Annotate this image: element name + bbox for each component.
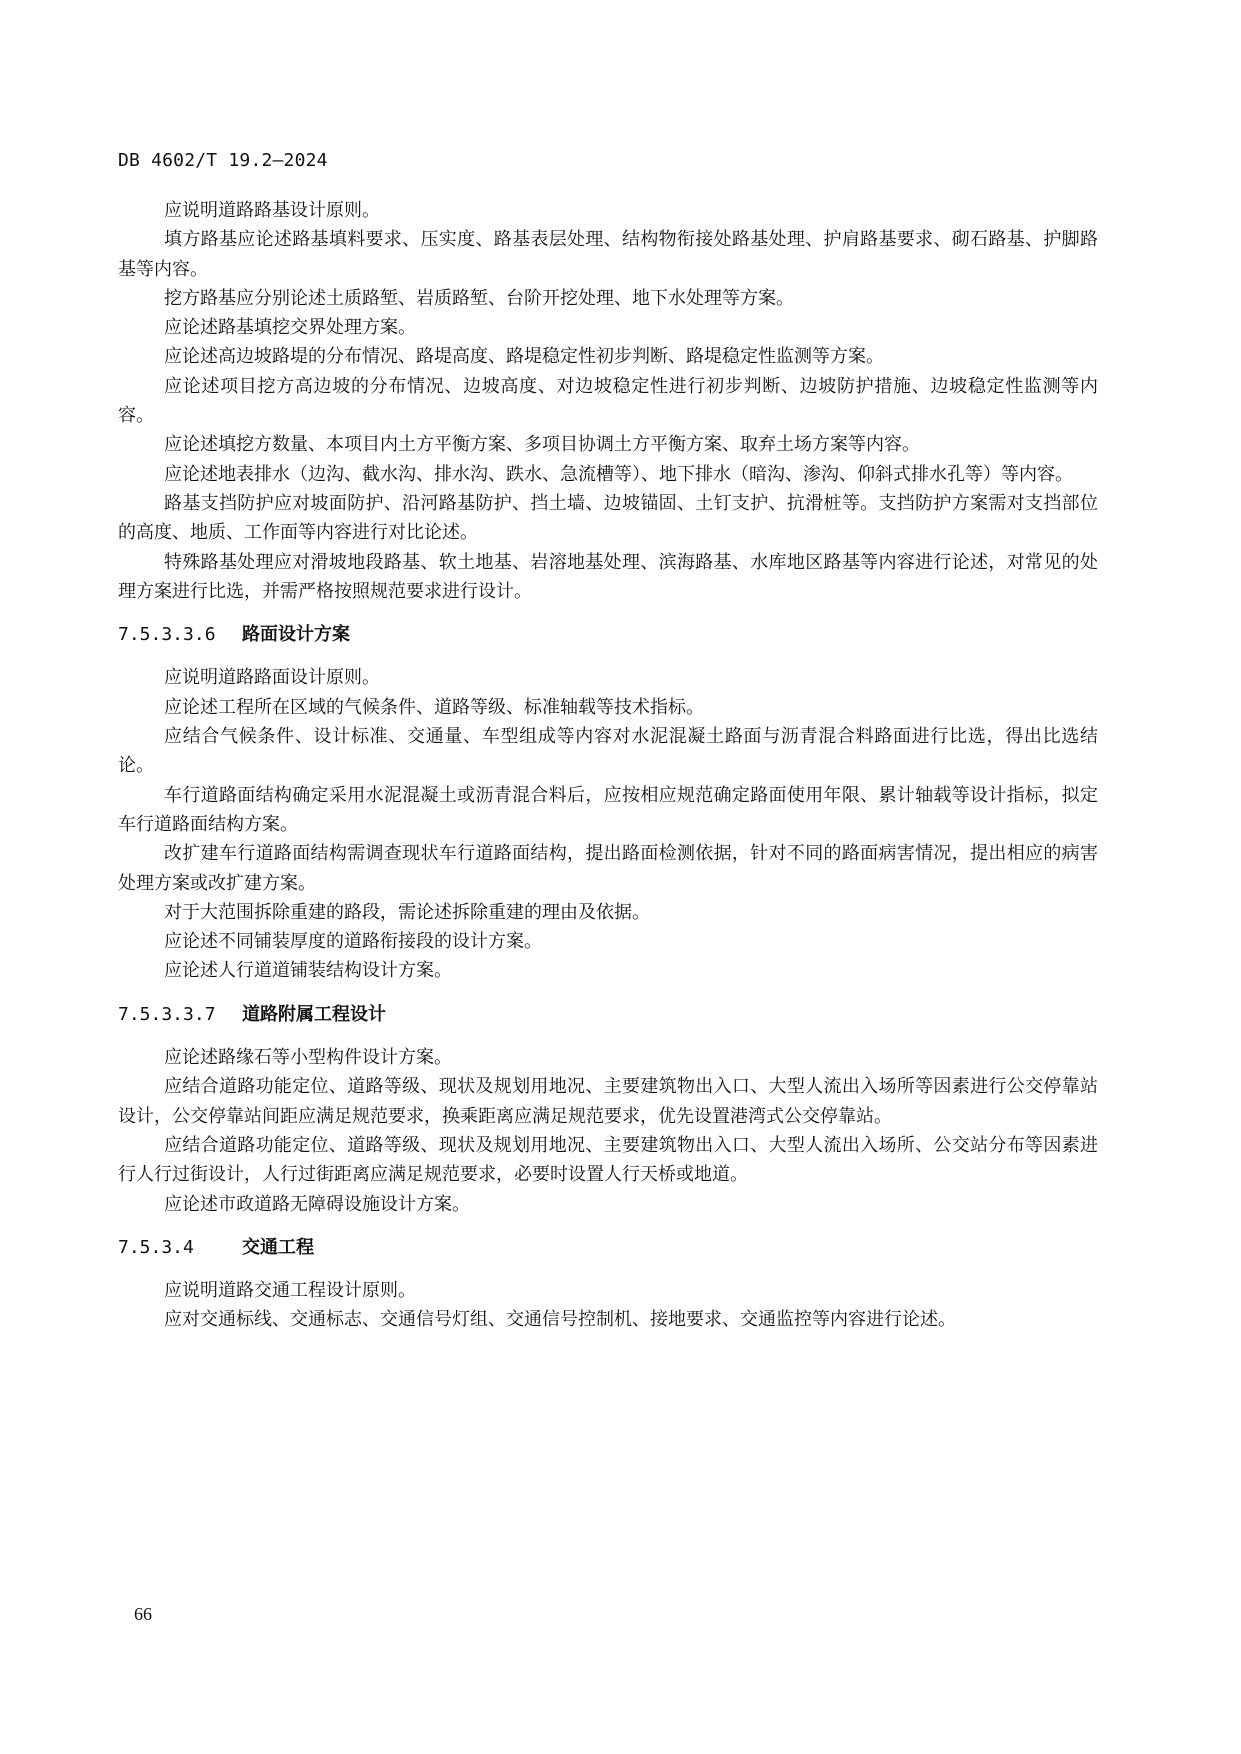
traffic-engineering-block [118, 1276, 1098, 1335]
paragraph: 应论述不同铺装厚度的道路衔接段的设计方案。 [164, 931, 542, 953]
paragraph: 挖方路基应分别论述土质路堑、岩质路堑、台阶开挖处理、地下水处理等方案。 [164, 287, 794, 309]
paragraph: 应论述项目挖方高边坡的分布情况、边坡高度、对边坡稳定性进行初步判断、边坡防护措施、边坡稳定性监测等内容。 [118, 375, 1098, 427]
ancillary-works-block [118, 1043, 1098, 1219]
paragraph: 应论述路缘石等小型构件设计方案。 [164, 1047, 452, 1069]
paragraph: 填方路基应论述路基填料要求、压实度、路基表层处理、结构物衔接处路基处理、护肩路基要求、砌石路基、护脚路基等内容。 [118, 229, 1098, 280]
paragraph: 应论述地表排水（边沟、截水沟、排水沟、跌水、急流槽等）、地下排水（暗沟、渗沟、仰斜式排水孔等）等内容。 [164, 463, 1073, 485]
paragraph: 应论述市政道路无障碍设施设计方案。 [164, 1193, 470, 1215]
paragraph: 应论述填挖方数量、本项目内土方平衡方案、多项目协调土方平衡方案、取弃土场方案等内容。 [164, 434, 920, 456]
paragraph: 对于大范围拆除重建的路段，需论述拆除重建的理由及依据。 [164, 901, 650, 923]
section-heading-7534 [118, 1233, 1098, 1262]
section-title: 道路附属工程设计 [242, 1003, 386, 1025]
section-number: 7.5.3.4 [118, 1236, 194, 1258]
paragraph: 改扩建车行道路面结构需调查现状车行道路面结构，提出路面检测依据，针对不同的路面病害情况，提出相应的病害处理方案或改扩建方案。 [118, 843, 1098, 894]
section-title: 交通工程 [242, 1236, 314, 1258]
document-body [118, 196, 1098, 1335]
paragraph: 特殊路基处理应对滑坡地段路基、软土地基、岩溶地基处理、滨海路基、水库地区路基等内容进行论述，对常见的处理方案进行比选，并需严格按照规范要求进行设计。 [118, 551, 1098, 602]
subgrade-design-block [118, 196, 1098, 606]
section-heading-7537 [118, 1000, 1098, 1029]
paragraph: 应说明道路交通工程设计原则。 [164, 1280, 416, 1302]
paragraph: 应结合道路功能定位、道路等级、现状及规划用地况、主要建筑物出入口、大型人流出入场所、公交站分布等因素进行人行过街设计，人行过街距离应满足规范要求，必要时设置人行天桥或地道。 [118, 1134, 1098, 1186]
paragraph: 应论述路基填挖交界处理方案。 [164, 317, 416, 339]
paragraph: 应论述工程所在区域的气候条件、道路等级、标准轴载等技术指标。 [164, 696, 704, 718]
paragraph: 应结合气候条件、设计标准、交通量、车型组成等内容对水泥混凝土路面与沥青混合料路面进行比选，得出比选结论。 [118, 726, 1098, 777]
document-id-header: DB 4602/T 19.2—2024 [118, 150, 328, 171]
paragraph: 应对交通标线、交通标志、交通信号灯组、交通信号控制机、接地要求、交通监控等内容进行论述。 [164, 1309, 956, 1331]
paragraph: 车行道路面结构确定采用水泥混凝土或沥青混合料后，应按相应规范确定路面使用年限、累计轴载等设计指标，拟定车行道路面结构方案。 [118, 784, 1098, 835]
paragraph: 应结合道路功能定位、道路等级、现状及规划用地况、主要建筑物出入口、大型人流出入场所等因素进行公交停靠站设计，公交停靠站间距应满足规范要求，换乘距离应满足规范要求，优先设置港湾式公交停靠站。 [118, 1076, 1098, 1127]
paragraph: 路基支挡防护应对坡面防护、沿河路基防护、挡土墙、边坡锚固、土钉支护、抗滑桩等。支挡防护方案需对支挡部位的高度、地质、工作面等内容进行对比论述。 [118, 492, 1098, 544]
paragraph: 应论述人行道道铺装结构设计方案。 [164, 960, 452, 982]
paragraph: 应说明道路路面设计原则。 [164, 667, 380, 689]
section-number: 7.5.3.3.7 [118, 1003, 216, 1025]
section-title: 路面设计方案 [242, 624, 350, 646]
page-number: 66 [134, 1604, 152, 1624]
section-number: 7.5.3.3.6 [118, 624, 216, 646]
section-heading-7536 [118, 620, 1098, 649]
paragraph: 应说明道路路基设计原则。 [164, 200, 380, 221]
pavement-design-block [118, 663, 1098, 985]
paragraph: 应论述高边坡路堤的分布情况、路堤高度、路堤稳定性初步判断、路堤稳定性监测等方案。 [164, 346, 884, 368]
